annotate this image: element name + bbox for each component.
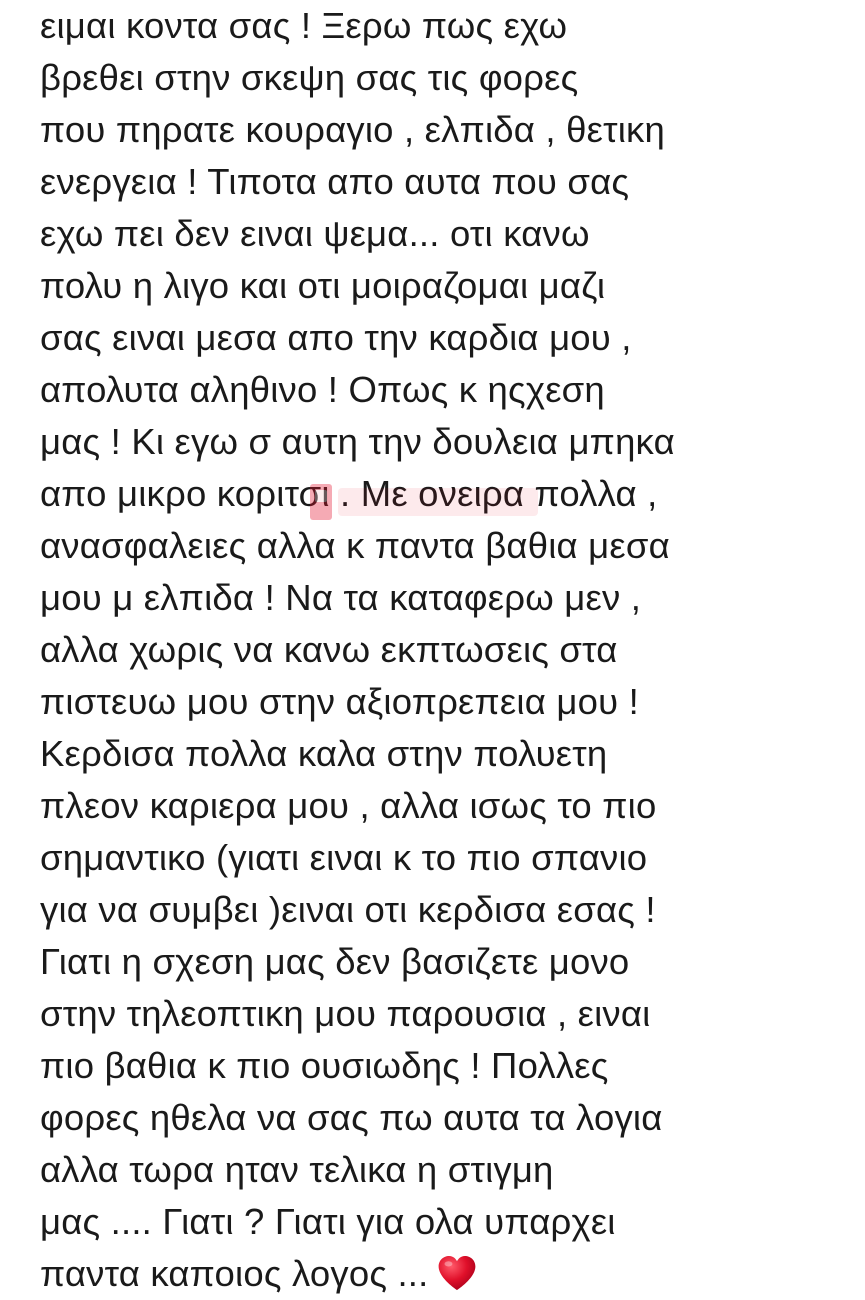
text-line: μας ! Κι εγω σ αυτη την δουλεια μπηκα [40,421,675,462]
text-line: ειμαι κοντα σας ! Ξερω πως εχω [40,5,568,46]
text-line: εχω πει δεν ειναι ψεμα... οτι κανω [40,213,590,254]
text-line: σας ειναι μεσα απο την καρδια μου , [40,317,632,358]
text-line: ανασφαλειες αλλα κ παντα βαθια μεσα [40,525,670,566]
text-line-last [40,1248,840,1300]
text-line: πιο βαθια κ πιο ουσιωδης ! Πολλες [40,1045,609,1086]
text-line: Κερδισα πολλα καλα στην πολυετη [40,733,608,774]
post-text [40,0,840,1300]
text-line: παντα καποιος λογος ... [40,1253,429,1294]
text-line: μας .... Γιατι ? Γιατι για ολα υπαρχει [40,1201,616,1242]
text-line: πλεον καριερα μου , αλλα ισως το πιο [40,785,657,826]
text-line: αλλα χωρις να κανω εκπτωσεις στα [40,629,618,670]
heart-icon [436,1252,478,1294]
text-line: πολυ η λιγο και οτι μοιραζομαι μαζι [40,265,606,306]
text-line: πιστευω μου στην αξιοπρεπεια μου ! [40,681,639,722]
text-line: φορες ηθελα να σας πω αυτα τα λογια [40,1097,663,1138]
text-line: Γιατι η σχεση μας δεν βασιζετε μονο [40,941,630,982]
text-line: αλλα τωρα ηταν τελικα η στιγμη [40,1149,554,1190]
text-line: που πηρατε κουραγιο , ελπιδα , θετικη [40,109,665,150]
text-line: σημαντικο (γιατι ειναι κ το πιο σπανιο [40,837,648,878]
text-line: στην τηλεοπτικη μου παρουσια , ειναι [40,993,651,1034]
text-line: απο μικρο κοριτσι . Με ονειρα πολλα , [40,473,658,514]
text-line: ενεργεια ! Τιποτα απο αυτα που σας [40,161,630,202]
text-line: μου μ ελπιδα ! Να τα καταφερω μεν , [40,577,642,618]
text-line: για να συμβει )ειναι οτι κερδισα εσας ! [40,889,656,930]
text-line: βρεθει στην σκεψη σας τις φορες [40,57,579,98]
text-line: απολυτα αληθινο ! Οπως κ ηςχεση [40,369,605,410]
